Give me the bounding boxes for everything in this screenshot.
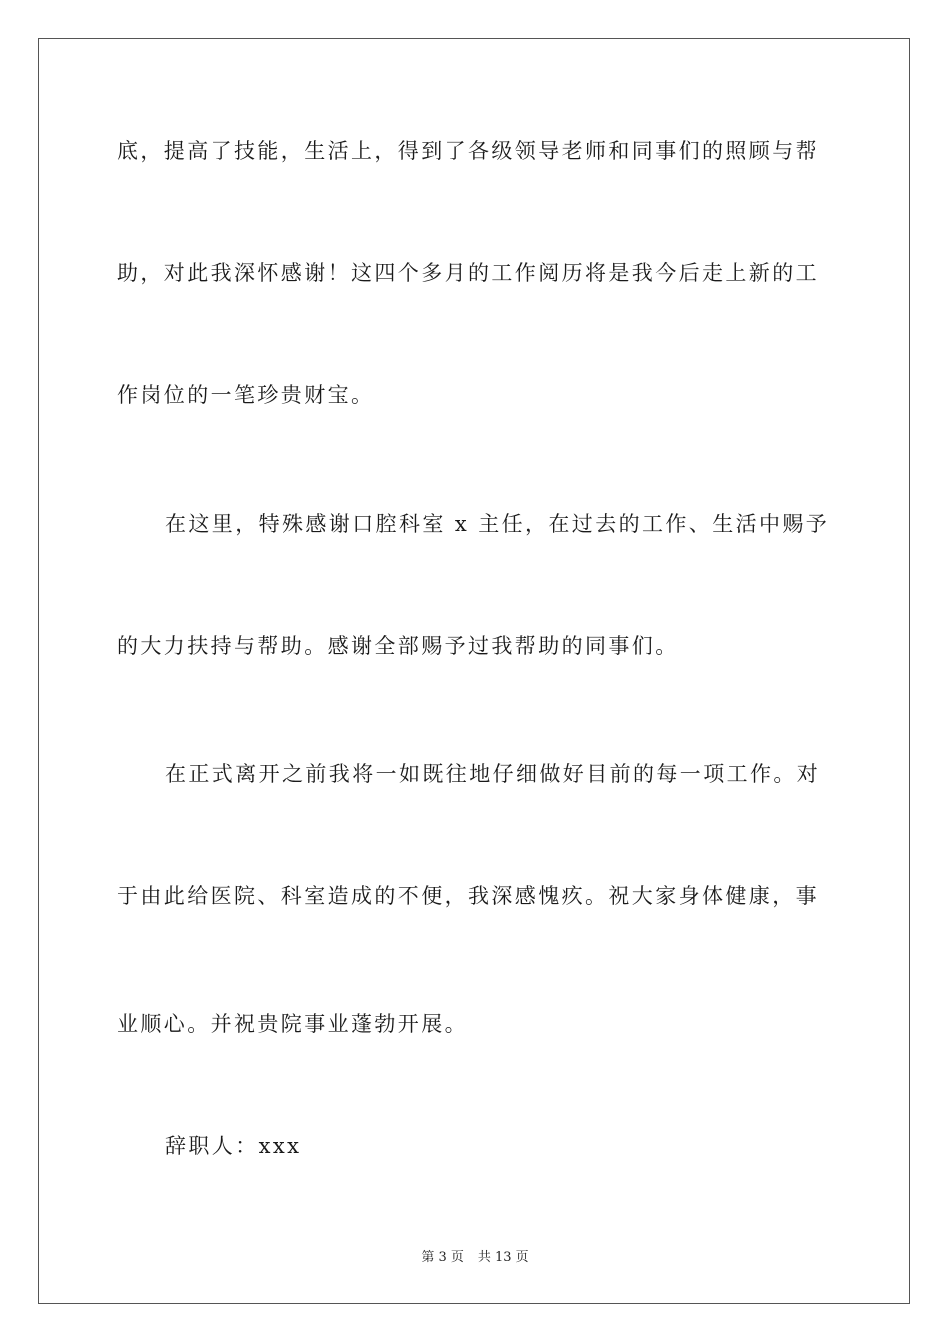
page-frame: [38, 38, 910, 1304]
paragraph-line: 作岗位的一笔珍贵财宝。: [117, 383, 375, 407]
total-pages: 共 13 页: [477, 1250, 529, 1265]
page-number: 第 3 页: [421, 1250, 464, 1265]
paragraph-line: 业顺心。并祝贵院事业蓬勃开展。: [117, 1012, 468, 1036]
paragraph-line: 于由此给医院、科室造成的不便，我深感愧疚。祝大家身体健康，事: [117, 884, 819, 908]
paragraph-line: 的大力扶持与帮助。感谢全部赐予过我帮助的同事们。: [117, 634, 679, 658]
paragraph-line: 在这里，特殊感谢口腔科室 x 主任，在过去的工作、生活中赐予: [165, 512, 830, 536]
paragraph-line: 助，对此我深怀感谢！这四个多月的工作阅历将是我今后走上新的工: [117, 261, 819, 285]
paragraph-line: 底，提高了技能，生活上，得到了各级领导老师和同事们的照顾与帮: [117, 139, 819, 163]
paragraph-line: 在正式离开之前我将一如既往地仔细做好目前的每一项工作。对: [165, 762, 821, 786]
signature-line: 辞职人：xxx: [165, 1134, 302, 1158]
page-footer: [0, 1246, 950, 1265]
